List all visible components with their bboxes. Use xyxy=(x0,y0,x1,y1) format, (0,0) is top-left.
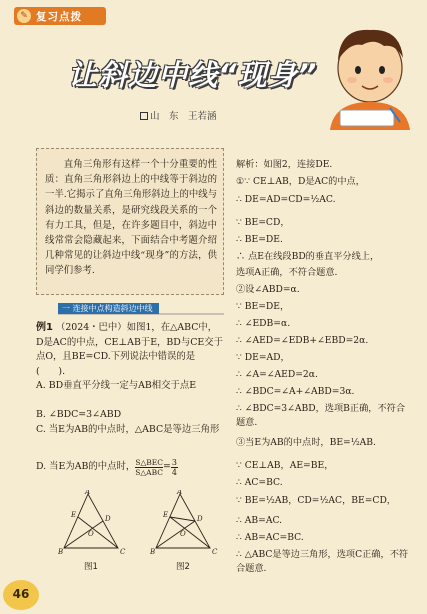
author-names: 山 东 王若涵 xyxy=(150,111,217,122)
solution-line: 选项A正确，不符合题意. xyxy=(236,267,338,278)
option-d-fraction xyxy=(171,458,178,477)
intro-box xyxy=(36,148,224,295)
fig2-label-e: E xyxy=(163,511,169,519)
solution-line: ∴ AB=AC. xyxy=(236,515,283,526)
figure-1-caption: 图1 xyxy=(84,562,98,572)
solution-line: ③当E为AB的中点时，BE=½AB. xyxy=(236,437,376,448)
ratio-numerator: S△BEC xyxy=(135,458,163,467)
fig1-label-b: B xyxy=(58,548,64,556)
solution-line: ∴ 点E在线段BD的垂直平分线上， xyxy=(236,251,380,262)
section-heading-label: 一 连接中点构造斜边中线 xyxy=(58,303,159,314)
solution-line: ∵ CE⊥AB，AE=BE， xyxy=(236,460,334,471)
author-box-icon xyxy=(140,112,148,120)
fig2-label-b: B xyxy=(150,548,156,556)
page-number-badge xyxy=(3,580,39,610)
fig1-label-o: O xyxy=(88,530,94,538)
solution-line: ∴ ∠BDC=3∠ABD，选项B正确，不符合题意. xyxy=(236,403,406,428)
solution-line: ∴ ∠A=∠AED=2α. xyxy=(236,369,318,380)
solution-line: ∴ ∠EDB=α. xyxy=(236,318,291,329)
fraction-numerator: 3 xyxy=(171,458,177,467)
solution-line: ∴ BE=DE. xyxy=(236,234,283,245)
solution-line: ∴ ∠BDC=∠A+∠ABD=3α. xyxy=(236,386,355,397)
solution-line: ∴ △ABC是等边三角形，选项C正确，不符合题意. xyxy=(236,549,409,574)
ratio-denominator: S△ABC xyxy=(135,468,163,477)
section-heading xyxy=(58,303,224,316)
page-number: 46 xyxy=(12,587,30,601)
option-d xyxy=(36,458,224,477)
fig2-label-o: O xyxy=(180,530,186,538)
solution-line: ∴ ∠AED=∠EDB+∠EBD=2α. xyxy=(236,335,369,346)
option-a: A. BD垂直平分线一定与AB相交于点E xyxy=(36,380,197,391)
solution-line: ∵ BE=½AB，CD=½AC，BE=CD， xyxy=(236,495,396,506)
boy-illustration xyxy=(300,10,425,130)
example-source: （2024・巴中） xyxy=(55,322,127,333)
fig2-label-d: D xyxy=(197,515,203,523)
solution-line: ②设∠ABD=α. xyxy=(236,284,300,295)
solution-line: ∴ AC=BC. xyxy=(236,477,283,488)
option-d-ratio xyxy=(135,458,163,477)
solution-line: ∴ AB=AC=BC. xyxy=(236,532,304,543)
intro-text: 直角三角形有这样一个十分重要的性质：直角三角形斜边上的中线等于斜边的一半.它揭示了直角三角形斜边上的中线与斜边的数量关系，是研究线段关系的一个有力工具，但是，在许多题目中，斜边中线常常会隐藏起来，下面结合中考题介绍几种常见的让斜边中线“现身”的方法，供同学们参考. xyxy=(45,159,217,277)
option-b: B. ∠BDC=3∠ABD xyxy=(36,409,122,420)
solution-line: ①∵ CE⊥AB，D是AC的中点， xyxy=(236,176,365,187)
option-c: C. 当E为AB的中点时，△ABC是等边三角形 xyxy=(36,424,220,435)
option-d-prefix: D. 当E为AB的中点时， xyxy=(36,461,136,473)
example-stem xyxy=(36,321,224,379)
review-icon: ✎ xyxy=(17,9,31,23)
fig1-label-a: A xyxy=(85,490,91,496)
authors xyxy=(140,108,217,122)
article-title: 让斜边中线“现身” xyxy=(68,58,318,92)
fig2-label-c: C xyxy=(212,548,218,556)
figure-2 xyxy=(150,490,222,556)
example-body: 如图1，在△ABC中，D是AC的中点，CE⊥AB于E，BD与CE交于点O，且BE=CD.下列说法中错误的是( ). xyxy=(36,322,223,377)
solution-line: ∵ BE=CD， xyxy=(236,217,290,228)
section-banner xyxy=(14,7,106,25)
fig1-label-c: C xyxy=(120,548,126,556)
solution-line: ∵ BE=DE， xyxy=(236,301,290,312)
fig1-label-e: E xyxy=(71,511,77,519)
figure-1 xyxy=(58,490,130,556)
fig2-label-a: A xyxy=(177,490,183,496)
solution-line: ∴ DE=AD=CD=½AC. xyxy=(236,194,336,205)
figure-2-caption: 图2 xyxy=(176,562,190,572)
option-d-eq: = xyxy=(163,461,171,473)
solution-line: ∵ DE=AD， xyxy=(236,352,290,363)
solution-line: 解析：如图2，连接DE. xyxy=(236,159,333,170)
fraction-denominator: 4 xyxy=(171,468,177,477)
section-label: 复习点拨 xyxy=(36,11,82,23)
example-label: 例1 xyxy=(36,322,53,333)
fig1-label-d: D xyxy=(105,515,111,523)
